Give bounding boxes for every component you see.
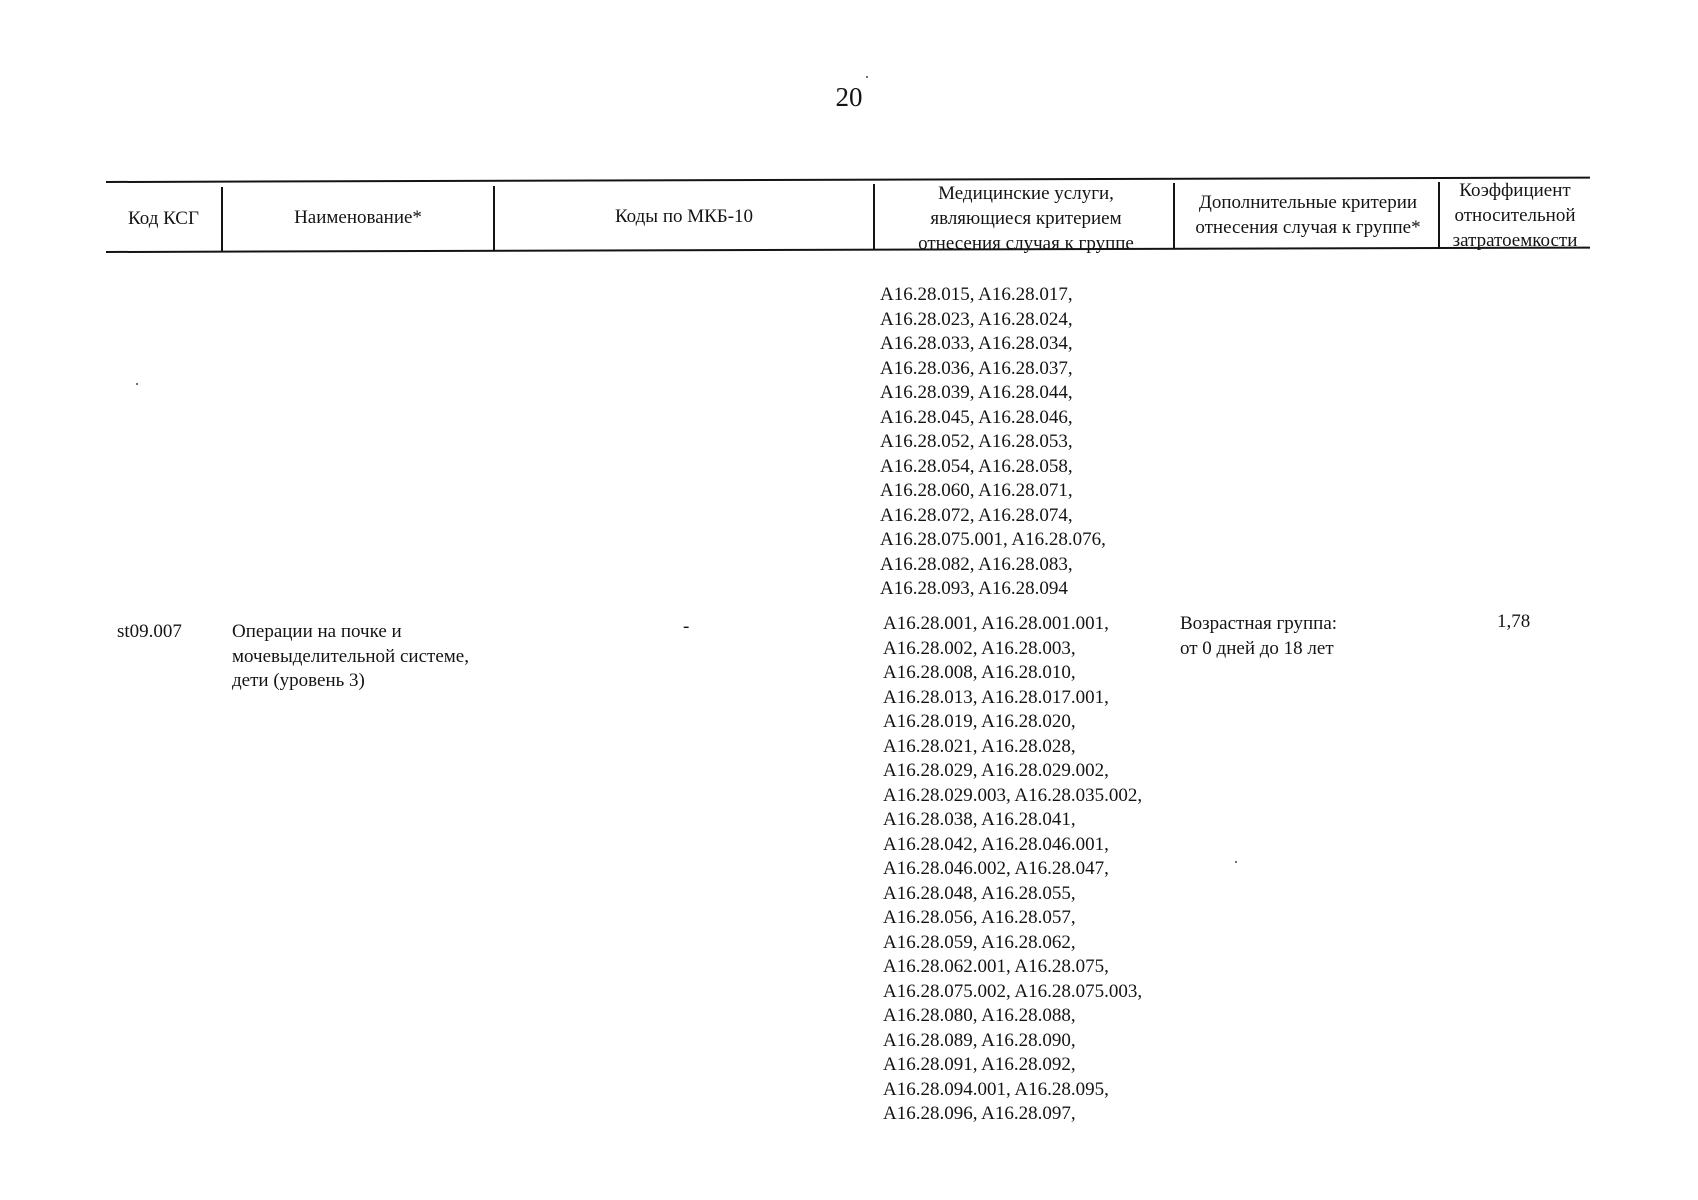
scan-speck — [866, 76, 868, 78]
ksg-name-line: Операции на почке и — [232, 621, 402, 642]
service-code-line: A16.28.072, A16.28.074, — [880, 504, 1073, 526]
scan-speck — [136, 383, 138, 385]
header-name: Наименование* — [294, 206, 422, 228]
service-code-line: A16.28.048, A16.28.055, — [883, 882, 1076, 904]
service-code-line: A16.28.096, A16.28.097, — [883, 1103, 1076, 1124]
service-code-line: A16.28.029.003, A16.28.035.002, — [883, 784, 1143, 806]
criteria-line: Возрастная группа: — [1180, 613, 1338, 634]
column-divider — [1173, 183, 1175, 249]
service-code-line: A16.28.082, A16.28.083, — [880, 553, 1073, 575]
service-code-line: A16.28.094.001, A16.28.095, — [883, 1078, 1109, 1100]
service-code-line: A16.28.052, A16.28.053, — [880, 431, 1073, 452]
additional-criteria — [1180, 612, 1337, 661]
service-code-line: A16.28.029, A16.28.029.002, — [883, 760, 1109, 781]
scan-speck — [1235, 861, 1237, 863]
service-code-line: A16.28.062.001, A16.28.075, — [883, 956, 1109, 977]
service-code-line: A16.28.036, A16.28.037, — [880, 357, 1073, 379]
header-coef: Коэффициент относительной затратоемкости — [1452, 179, 1578, 251]
ksg-name — [232, 620, 469, 694]
ksg-name-line: мочевыделительной системе, — [232, 645, 469, 667]
service-code-line: A16.28.054, A16.28.058, — [880, 455, 1073, 477]
service-code-line: A16.28.038, A16.28.041, — [883, 809, 1076, 830]
service-code-line: A16.28.023, A16.28.024, — [880, 308, 1073, 330]
service-code-line: A16.28.060, A16.28.071, — [880, 480, 1073, 501]
service-code-line: A16.28.080, A16.28.088, — [883, 1005, 1076, 1026]
header-criteria: Дополнительные критерии отнесения случая к группе* — [1195, 192, 1421, 238]
service-code-line: A16.28.002, A16.28.003, — [883, 637, 1076, 659]
service-code-line: A16.28.046.002, A16.28.047, — [883, 858, 1109, 879]
header-services: Медицинские услуги, являющиеся критерием отнесения случая к группе — [918, 182, 1134, 254]
mkb-codes: - — [683, 616, 690, 637]
service-code-line: A16.28.042, A16.28.046.001, — [883, 833, 1109, 855]
page-number: 20 — [835, 82, 863, 112]
service-code-line: A16.28.001, A16.28.001.001, — [883, 613, 1109, 634]
service-code-line: A16.28.056, A16.28.057, — [883, 907, 1076, 928]
service-code-line: A16.28.075.001, A16.28.076, — [880, 529, 1106, 550]
service-code-line: A16.28.045, A16.28.046, — [880, 406, 1073, 428]
criteria-line: от 0 дней до 18 лет — [1180, 637, 1334, 659]
service-code-line: A16.28.015, A16.28.017, — [880, 284, 1073, 305]
continuation-services-list — [880, 283, 1106, 602]
service-code-line: A16.28.093, A16.28.094 — [880, 578, 1068, 599]
service-code-line: A16.28.033, A16.28.034, — [880, 333, 1073, 354]
service-code-line: A16.28.019, A16.28.020, — [883, 711, 1076, 732]
header-code: Код КСГ — [128, 207, 199, 229]
column-divider — [873, 184, 875, 250]
service-code-line: A16.28.089, A16.28.090, — [883, 1029, 1076, 1051]
header-mkb: Коды по МКБ-10 — [614, 205, 754, 227]
service-code-line: A16.28.059, A16.28.062, — [883, 931, 1076, 953]
ksg-code: st09.007 — [117, 621, 182, 642]
coefficient-value: 1,78 — [1497, 611, 1531, 632]
service-code-line: A16.28.013, A16.28.017.001, — [883, 686, 1109, 708]
service-code-line: A16.28.039, A16.28.044, — [880, 382, 1073, 403]
service-code-line: A16.28.008, A16.28.010, — [883, 662, 1076, 683]
service-code-line: A16.28.021, A16.28.028, — [883, 735, 1076, 757]
service-code-line: A16.28.091, A16.28.092, — [883, 1054, 1076, 1075]
service-code-line: A16.28.075.002, A16.28.075.003, — [883, 980, 1143, 1002]
ksg-name-line: дети (уровень 3) — [232, 670, 365, 691]
services-list — [883, 612, 1142, 1127]
